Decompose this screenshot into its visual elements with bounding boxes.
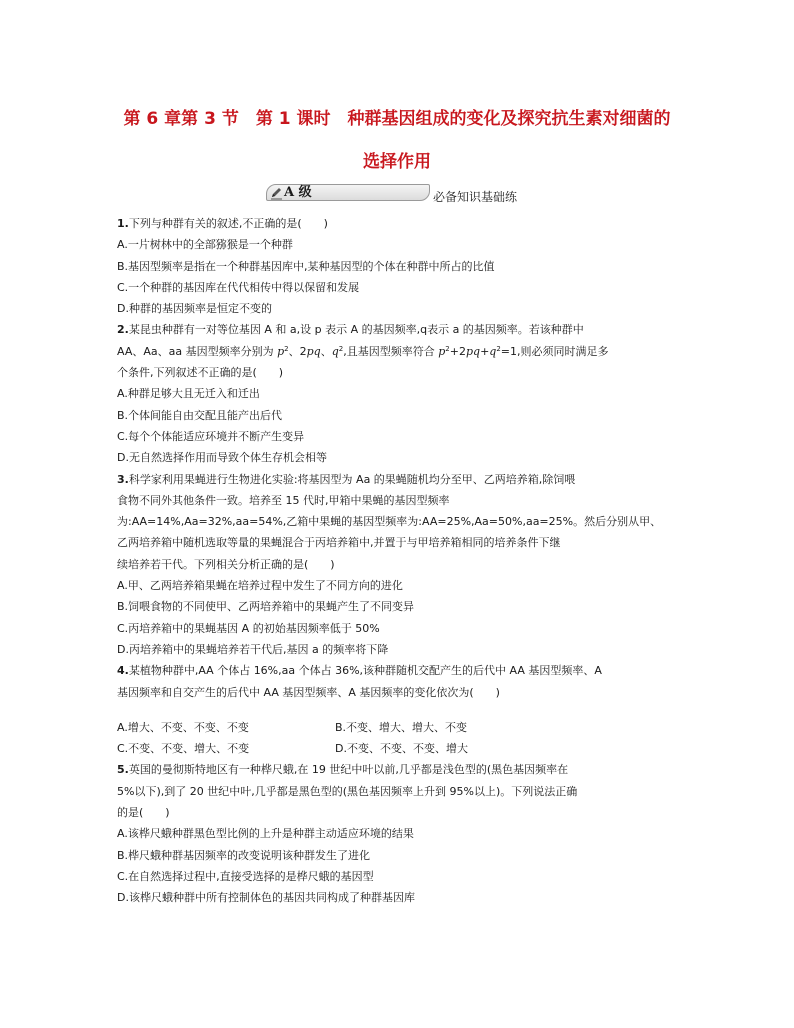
question-text-line: 乙两培养箱中随机选取等量的果蝇混合于丙培养箱中,并置于与甲培养箱相同的培养条件下继 (117, 536, 561, 550)
question-number: 2. (117, 323, 129, 337)
option-c: C.不变、不变、增大、不变 (117, 742, 250, 756)
option-c: C.在自然选择过程中,直接受选择的是桦尺蛾的基因型 (117, 869, 374, 883)
question-number: 1. (117, 217, 129, 230)
option-a: A.种群足够大且无迁入和迁出 (117, 387, 260, 401)
level-subtitle: 必备知识基础练 (433, 190, 518, 204)
question-stem (117, 660, 692, 681)
question-text: 科学家利用果蝇进行生物进化实验:将基因型为 Aa 的果蝇随机均分至甲、乙两培养箱,除饲喂 (128, 472, 576, 486)
option-a: A.甲、乙两培养箱果蝇在培养过程中发生了不同方向的进化 (117, 579, 403, 593)
question-text-line: 续培养若干代。下列相关分析正确的是( ) (117, 557, 335, 571)
option-c: C.一个种群的基因库在代代相传中得以保留和发展 (117, 280, 360, 294)
option-b: B.桦尺蛾种群基因频率的改变说明该种群发生了进化 (117, 848, 371, 862)
question-text: 下列与种群有关的叙述,不正确的是( ) (128, 217, 328, 230)
question-text-line: AA、Aa、aa 基因型频率分别为 $p^2$、2pq、$q^2$,且基因型频率符合 $p^2+2pq+q^2=1$,则必须同时满足多 (117, 344, 609, 358)
question-text: 英国的曼彻斯特地区有一种桦尺蛾,在 19 世纪中叶以前,几乎都是浅色型的(黑色基因频率在 (128, 763, 569, 777)
page-title-continued: 选择作用 (363, 152, 431, 172)
question-stem (117, 319, 692, 340)
option-a: A.该桦尺蛾种群黑色型比例的上升是种群主动适应环境的结果 (117, 827, 414, 841)
option-d: D.丙培养箱中的果蝇培养若干代后,基因 a 的频率将下降 (117, 642, 389, 656)
question-text-line: 个条件,下列叙述不正确的是( ) (117, 366, 284, 380)
question-text-line: 5%以下),到了 20 世纪中叶,几乎都是黑色型的(黑色基因频率上升到 95%以上)。下列说法正确 (117, 784, 578, 798)
option-d: D.该桦尺蛾种群中所有控制体色的基因共同构成了种群基因库 (117, 891, 415, 905)
question-number: 3. (117, 472, 129, 486)
option-c: C.丙培养箱中的果蝇基因 A 的初始基因频率低于 50% (117, 621, 380, 635)
question-text: 某植物种群中,AA 个体占 16%,aa 个体占 36%,该种群随机交配产生的后代中 AA 基因型频率、A (128, 664, 602, 678)
option-c: C.每个个体能适应环境并不断产生变异 (117, 429, 305, 443)
question-number: 5. (117, 763, 129, 777)
question-text: 某昆虫种群有一对等位基因 A 和 a,设 p 表示 A 的基因频率,q表示 a 的基因频率。若该种群中 (128, 323, 584, 337)
option-b: B.饲喂食物的不同使甲、乙两培养箱中的果蝇产生了不同变异 (117, 600, 415, 614)
pencil-icon (270, 186, 284, 200)
level-label: A 级 (284, 185, 312, 200)
option-d: D.不变、不变、不变、增大 (335, 742, 468, 756)
question-text-segment: AA、Aa、aa 基因型频率分别为 (117, 344, 274, 358)
question-stem (117, 213, 692, 234)
option-d: D.无自然选择作用而导致个体生存机会相等 (117, 451, 327, 465)
question-text-line: 基因频率和自交产生的后代中 AA 基因型频率、A 基因频率的变化依次为( ) (117, 685, 500, 699)
question-text-segment: 则必须同时满足多 (520, 344, 609, 358)
level-banner (266, 184, 430, 201)
option-b: B.基因型频率是指在一个种群基因库中,某种基因型的个体在种群中所占的比值 (117, 259, 495, 273)
option-b: B.不变、增大、增大、不变 (335, 720, 468, 734)
question-stem (117, 469, 692, 490)
question-text-line: 为:AA=14%,Aa=32%,aa=54%,乙箱中果蝇的基因型频率为:AA=25%,Aa=50%,aa=25%。然后分别从甲、 (117, 515, 662, 529)
option-row (117, 738, 692, 759)
question-list (117, 213, 692, 909)
question-text-line: 食物不同外其他条件一致。培养至 15 代时,甲箱中果蝇的基因型频率 (117, 493, 450, 507)
option-a: A.一片树林中的全部猕猴是一个种群 (117, 238, 293, 252)
question-text-segment: 且基因型频率符合 (346, 344, 435, 358)
page-title: 第 6 章第 3 节 第 1 课时 种群基因组成的变化及探究抗生素对细菌的 (123, 109, 671, 129)
question-number: 4. (117, 664, 129, 678)
question-text-line: 的是( ) (117, 806, 170, 820)
option-a: A.增大、不变、不变、不变 (117, 720, 249, 734)
option-d: D.种群的基因频率是恒定不变的 (117, 302, 272, 316)
option-b: B.个体间能自由交配且能产出后代 (117, 408, 283, 422)
option-row (117, 717, 692, 738)
question-stem (117, 759, 692, 780)
